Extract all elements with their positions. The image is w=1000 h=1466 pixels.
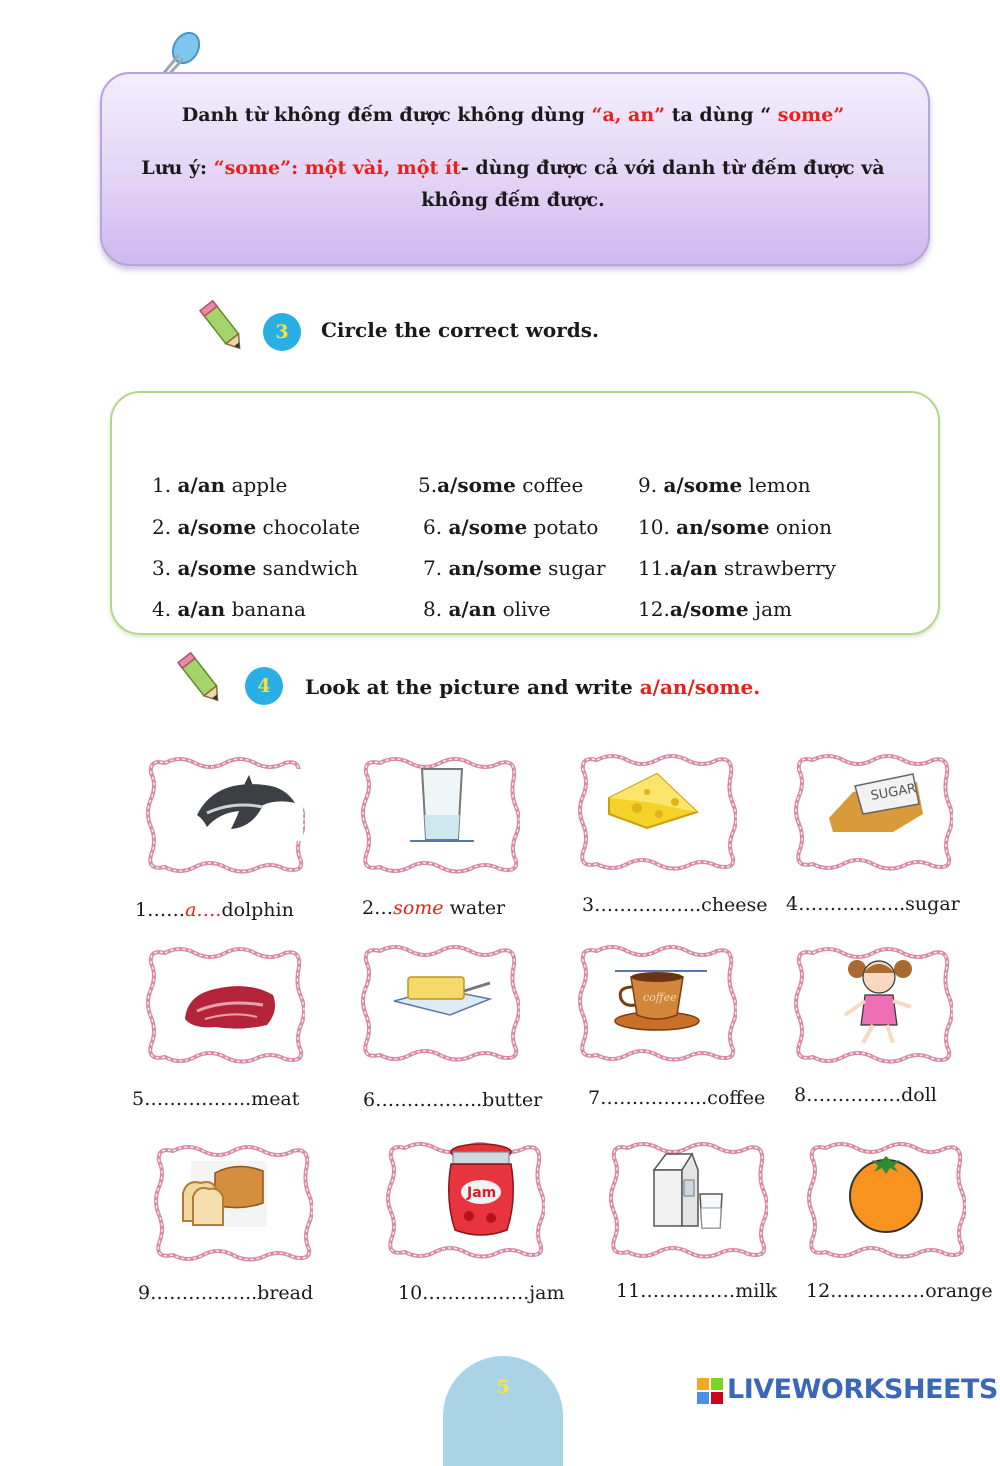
picture-card-6 xyxy=(360,943,520,1063)
ex3-item-10[interactable]: 10. an/some onion xyxy=(638,515,833,539)
ex4-caption-8[interactable]: 8……………doll xyxy=(794,1084,937,1106)
picture-card-4 xyxy=(793,752,953,872)
page-number-tab xyxy=(443,1356,563,1466)
ex3-item-12[interactable]: 12.a/some jam xyxy=(638,597,793,621)
ex4-caption-12[interactable]: 12……………orange xyxy=(806,1280,993,1302)
exercise-3-number: 3 xyxy=(263,313,301,351)
ex4-caption-11[interactable]: 11……………milk xyxy=(616,1280,777,1302)
picture-card-12 xyxy=(806,1140,966,1260)
ex3-item-1[interactable]: 1. a/an apple xyxy=(152,473,288,497)
brand-name: LIVEWORKSHEETS xyxy=(727,1374,998,1405)
exercise-4-number: 4 xyxy=(245,667,283,705)
ex4-caption-4[interactable]: 4……………..sugar xyxy=(786,893,960,915)
ex4-caption-2[interactable]: 2…some water xyxy=(362,897,506,919)
page-number: 5 xyxy=(496,1376,510,1398)
ex3-item-8[interactable]: 8. a/an olive xyxy=(423,597,551,621)
picture-card-8 xyxy=(793,945,953,1065)
ex4-caption-9[interactable]: 9……………..bread xyxy=(138,1282,314,1304)
svg-text:coffee: coffee xyxy=(643,991,677,1004)
ex3-item-4[interactable]: 4. a/an banana xyxy=(152,597,306,621)
grammar-note-line1: Danh từ không đếm được không dùng “a, an” ta dùng “ some” xyxy=(181,104,845,126)
ex3-item-7[interactable]: 7. an/some sugar xyxy=(423,556,606,580)
ex3-item-9[interactable]: 9. a/some lemon xyxy=(638,473,811,497)
ex4-caption-7[interactable]: 7……………..coffee xyxy=(588,1087,766,1109)
picture-card-5 xyxy=(145,945,305,1065)
exercise-4-title: Look at the picture and write a/an/some. xyxy=(305,675,761,699)
picture-card-3 xyxy=(577,752,737,872)
dolphin-icon xyxy=(185,769,303,841)
exercise-3-title: Circle the correct words. xyxy=(321,318,599,342)
picture-card-1 xyxy=(145,755,305,875)
ex4-caption-1[interactable]: 1……a….dolphin xyxy=(135,899,294,921)
ex4-caption-5[interactable]: 5……………..meat xyxy=(132,1088,300,1110)
bread-icon xyxy=(183,1161,267,1227)
picture-card-2 xyxy=(360,755,520,875)
grammar-note-line2: Lưu ý: “some”: một vài, một ít- dùng được cả với danh từ đếm được và không đếm được. xyxy=(141,157,885,211)
ex4-caption-6[interactable]: 6……………..butter xyxy=(363,1089,543,1111)
pencil-icon xyxy=(176,650,226,708)
ex4-caption-3[interactable]: 3……………..cheese xyxy=(582,894,768,916)
picture-card-9 xyxy=(153,1143,313,1263)
svg-text:Jam: Jam xyxy=(467,1185,497,1201)
liveworksheets-logo-icon xyxy=(697,1378,723,1404)
picture-card-10 xyxy=(385,1140,545,1260)
pencil-icon xyxy=(198,298,248,356)
ex3-item-2[interactable]: 2. a/some chocolate xyxy=(152,515,361,539)
ex3-item-5[interactable]: 5.a/some coffee xyxy=(418,473,584,497)
svg-text:SUGAR: SUGAR xyxy=(869,781,918,804)
ex3-item-6[interactable]: 6. a/some potato xyxy=(423,515,599,539)
picture-card-11 xyxy=(608,1140,768,1260)
jam-jar-icon xyxy=(449,1144,514,1235)
picture-card-7 xyxy=(577,943,737,1063)
ex3-item-3[interactable]: 3. a/some sandwich xyxy=(152,556,359,580)
ex4-caption-10[interactable]: 10……………..jam xyxy=(398,1282,565,1304)
ex3-item-11[interactable]: 11.a/an strawberry xyxy=(638,556,836,580)
